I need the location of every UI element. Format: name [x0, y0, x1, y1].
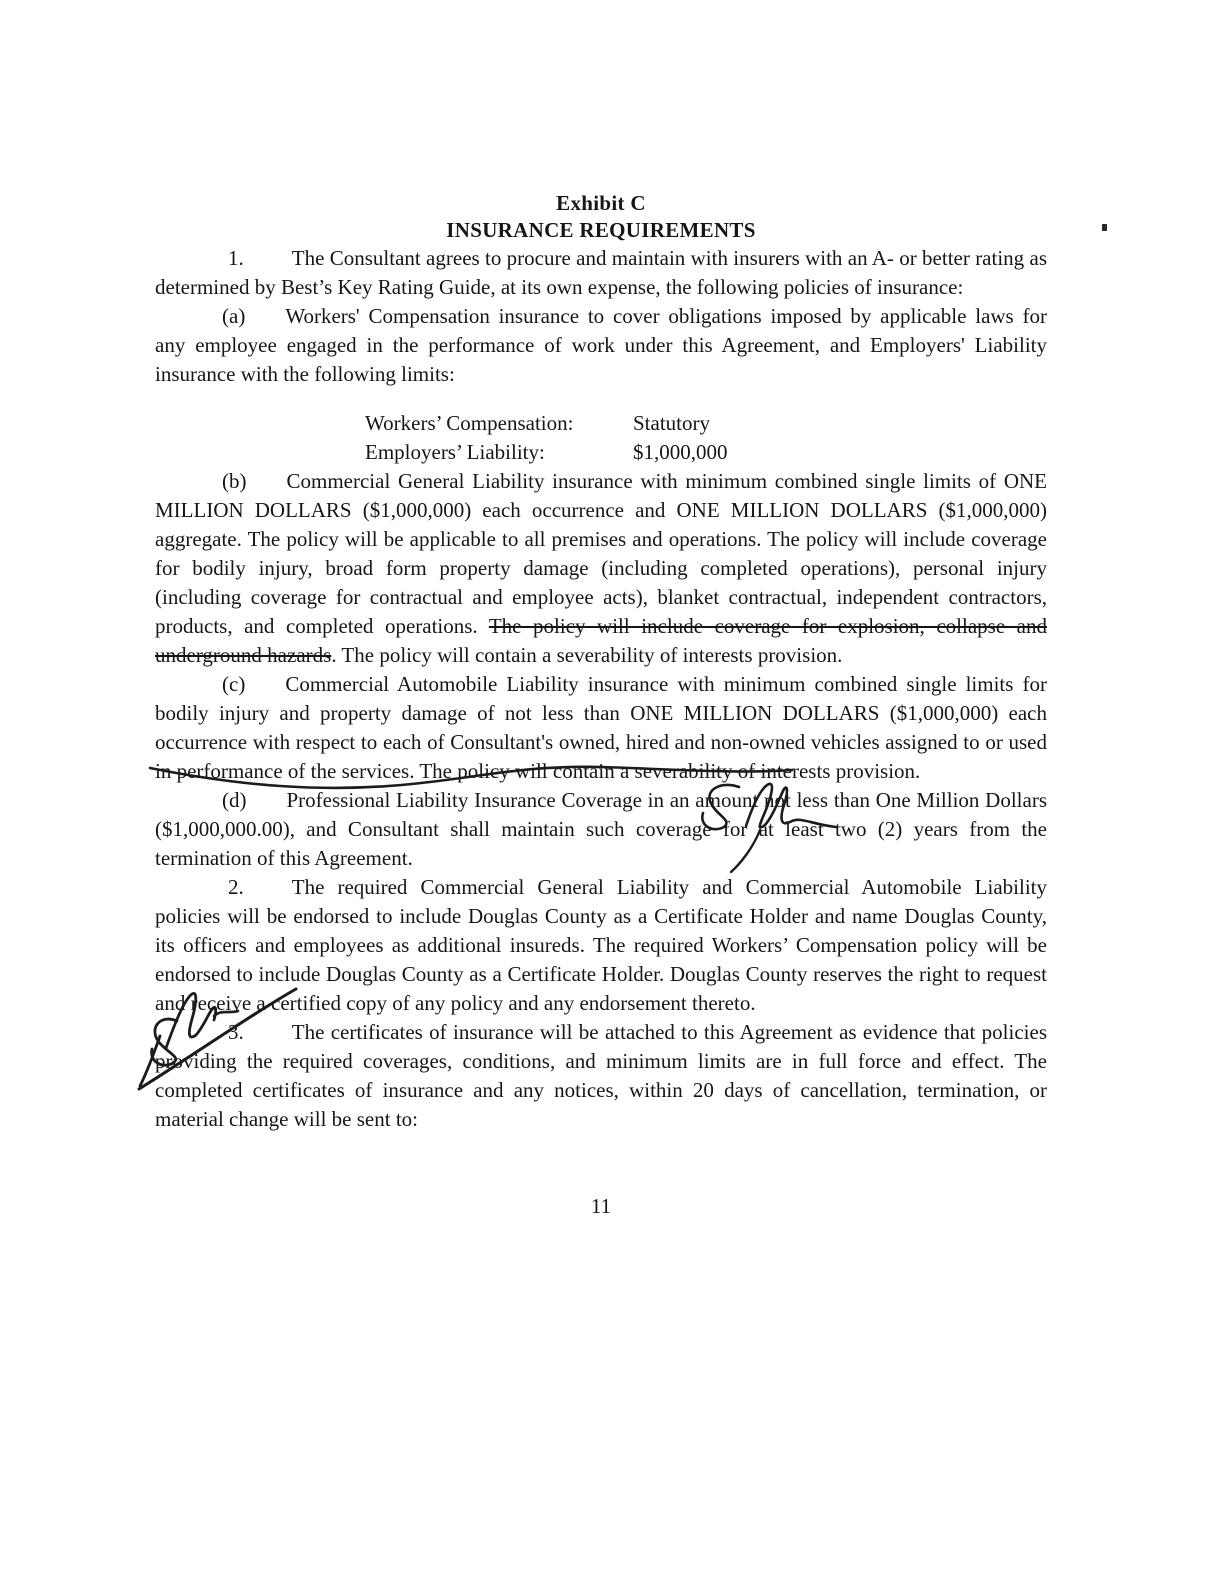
paragraph-1-number: 1.	[228, 246, 244, 270]
clause-c	[155, 670, 1047, 786]
paragraph-1	[155, 244, 1047, 302]
limits-table	[365, 409, 1047, 467]
clause-a	[155, 302, 1047, 389]
clause-d-text: Professional Liability Insurance Coverage in an amount not less than One Million Dollars ($1,000,000.00), and Consultant shall maintain such coverage for at least two (2) years from the termination of this Agreement.	[155, 788, 1047, 870]
paragraph-1-text: The Consultant agrees to procure and maintain with insurers with an A- or better rating as determined by Best’s Key Rating Guide, at its own expense, the following policies of insurance:	[155, 246, 1047, 299]
clause-d	[155, 786, 1047, 873]
heading-title: INSURANCE REQUIREMENTS	[446, 218, 756, 242]
clause-b-text-after: . The policy will contain a severability of interests provision.	[331, 643, 843, 667]
clause-a-label: (a)	[222, 304, 246, 328]
page-number: 11	[590, 1194, 612, 1218]
clause-c-text: Commercial Automobile Liability insurance with minimum combined single limits for bodily injury and property damage of not less than ONE MILLION DOLLARS ($1,000,000) each occurrence with respect to each of Consultant's owned, hired and non-owned vehicles assigned to or used in performance of the services. The policy will contain a severability of interests provision.	[155, 672, 1047, 783]
paragraph-2	[155, 873, 1047, 1018]
limit-row	[365, 409, 1047, 438]
paragraph-3-number: 3.	[228, 1020, 244, 1044]
clause-b	[155, 467, 1047, 670]
clause-c-label: (c)	[222, 672, 246, 696]
paragraph-2-text: The required Commercial General Liability and Commercial Automobile Liability policies will be endorsed to include Douglas County as a Certificate Holder and name Douglas County, its officers and employees as additional insureds. The required Workers’ Compensation policy will be endorsed to include Douglas County as a Certificate Holder. Douglas County reserves the right to request and receive a certified copy of any policy and any endorsement thereto.	[155, 875, 1047, 1015]
struck-clause: The policy will include coverage for explosion, collapse and underground hazards	[155, 614, 1047, 667]
limit-value: $1,000,000	[633, 440, 728, 464]
clause-d-label: (d)	[222, 788, 247, 812]
exhibit-label: Exhibit C	[556, 191, 646, 215]
document-content	[155, 0, 1047, 1221]
paragraph-2-number: 2.	[228, 875, 244, 899]
clause-b-label: (b)	[222, 469, 247, 493]
limit-label: Employers’ Liability:	[365, 440, 545, 464]
clause-b-text: Commercial General Liability insurance with minimum combined single limits of ONE MILLION DOLLARS ($1,000,000) each occurrence and ONE MILLION DOLLARS ($1,000,000) aggregate. The policy will be applicable to all premises and operations. The policy will include coverage for bodily injury, broad form property damage (including completed operations), personal injury (including coverage for contractual and employee acts), blanket contractual, independent contractors, products, and completed operations.	[155, 469, 1047, 638]
paragraph-3-text: The certificates of insurance will be attached to this Agreement as evidence that policies providing the required coverages, conditions, and minimum limits are in full force and effect. The completed certificates of insurance and any notices, within 20 days of cancellation, termination, or material change will be sent to:	[155, 1020, 1047, 1131]
paragraph-3	[155, 1018, 1047, 1134]
limit-label: Workers’ Compensation:	[365, 411, 574, 435]
limit-row	[365, 438, 1047, 467]
limit-value: Statutory	[633, 411, 710, 435]
scan-artifact-dot	[1102, 224, 1107, 231]
clause-a-text: Workers' Compensation insurance to cover obligations imposed by applicable laws for any employee engaged in the performance of work under this Agreement, and Employers' Liability insurance with the following limits:	[155, 304, 1047, 386]
document-heading	[155, 190, 1047, 244]
